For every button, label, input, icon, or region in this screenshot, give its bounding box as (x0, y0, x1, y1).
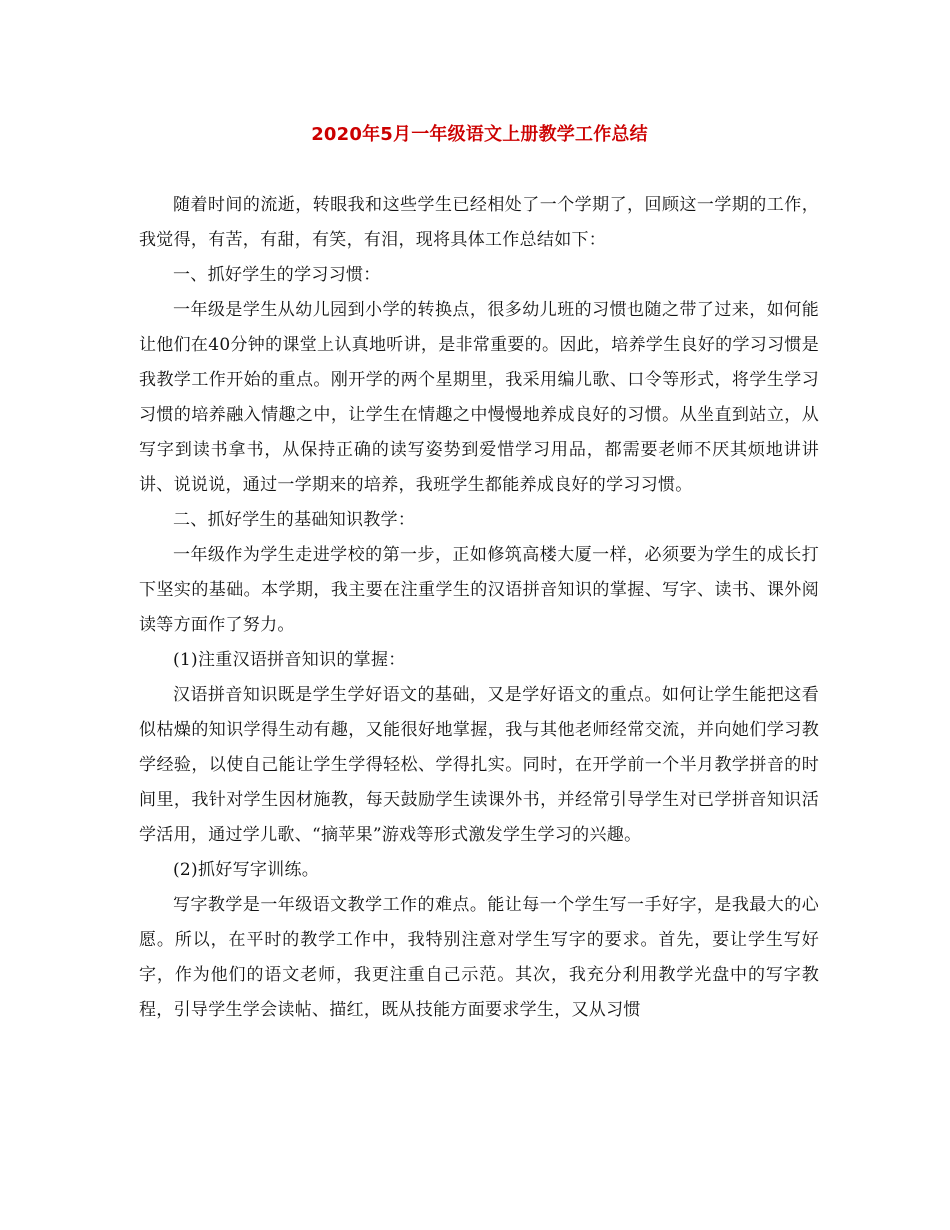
section-heading-study-habits: 一、抓好学生的学习习惯： (173, 265, 381, 285)
paragraph-pinyin: 汉语拼音知识既是学生学好语文的基础，又是学好语文的重点。如何让学生能把这看似枯燥的知识学得生动有趣，又能很好地掌握，我与其他老师经常交流，并向她们学习教学经验，以使自己能让学生学得轻松、学得扎实。同时，在开学前一个半月教学拼音的时间里，我针对学生因材施教，每天鼓励学生读课外书，并经常引导学生对已学拼音知识活学活用，通过学儿歌、“摘苹果”游戏等形式激发学生学习的兴趣。 (139, 685, 819, 845)
subheading-writing: (2)抓好写字训练。 (173, 860, 320, 880)
document-body (139, 188, 819, 1028)
section-heading-basic-knowledge: 二、抓好学生的基础知识教学： (173, 510, 416, 530)
paragraph-study-habits: 一年级是学生从幼儿园到小学的转换点，很多幼儿班的习惯也随之带了过来，如何能让他们在40分钟的课堂上认真地听讲，是非常重要的。因此，培养学生良好的学习习惯是我教学工作开始的重点。刚开学的两个星期里，我采用编儿歌、口令等形式，将学生学习习惯的培养融入情趣之中，让学生在情趣之中慢慢地养成良好的习惯。从坐直到站立，从写字到读书拿书，从保持正确的读写姿势到爱惜学习用品，都需要老师不厌其烦地讲讲讲、说说说，通过一学期来的培养，我班学生都能养成良好的学习习惯。 (139, 300, 819, 495)
document-title: 2020年5月一年级语文上册教学工作总结 (311, 124, 648, 145)
paragraph-intro: 随着时间的流逝，转眼我和这些学生已经相处了一个学期了，回顾这一学期的工作，我觉得，有苦，有甜，有笑，有泪，现将具体工作总结如下： (139, 195, 819, 250)
subheading-pinyin: (1)注重汉语拼音知识的掌握： (173, 650, 406, 670)
paragraph-basic-knowledge: 一年级作为学生走进学校的第一步，正如修筑高楼大厦一样，必须要为学生的成长打下坚实的基础。本学期，我主要在注重学生的汉语拼音知识的掌握、写字、读书、课外阅读等方面作了努力。 (139, 545, 819, 635)
paragraph-writing: 写字教学是一年级语文教学工作的难点。能让每一个学生写一手好字，是我最大的心愿。所以，在平时的教学工作中，我特别注意对学生写字的要求。首先，要让学生写好字，作为他们的语文老师，我更注重自己示范。其次，我充分利用教学光盘中的写字教程，引导学生学会读帖、描红，既从技能方面要求学生，又从习惯 (139, 895, 819, 1020)
